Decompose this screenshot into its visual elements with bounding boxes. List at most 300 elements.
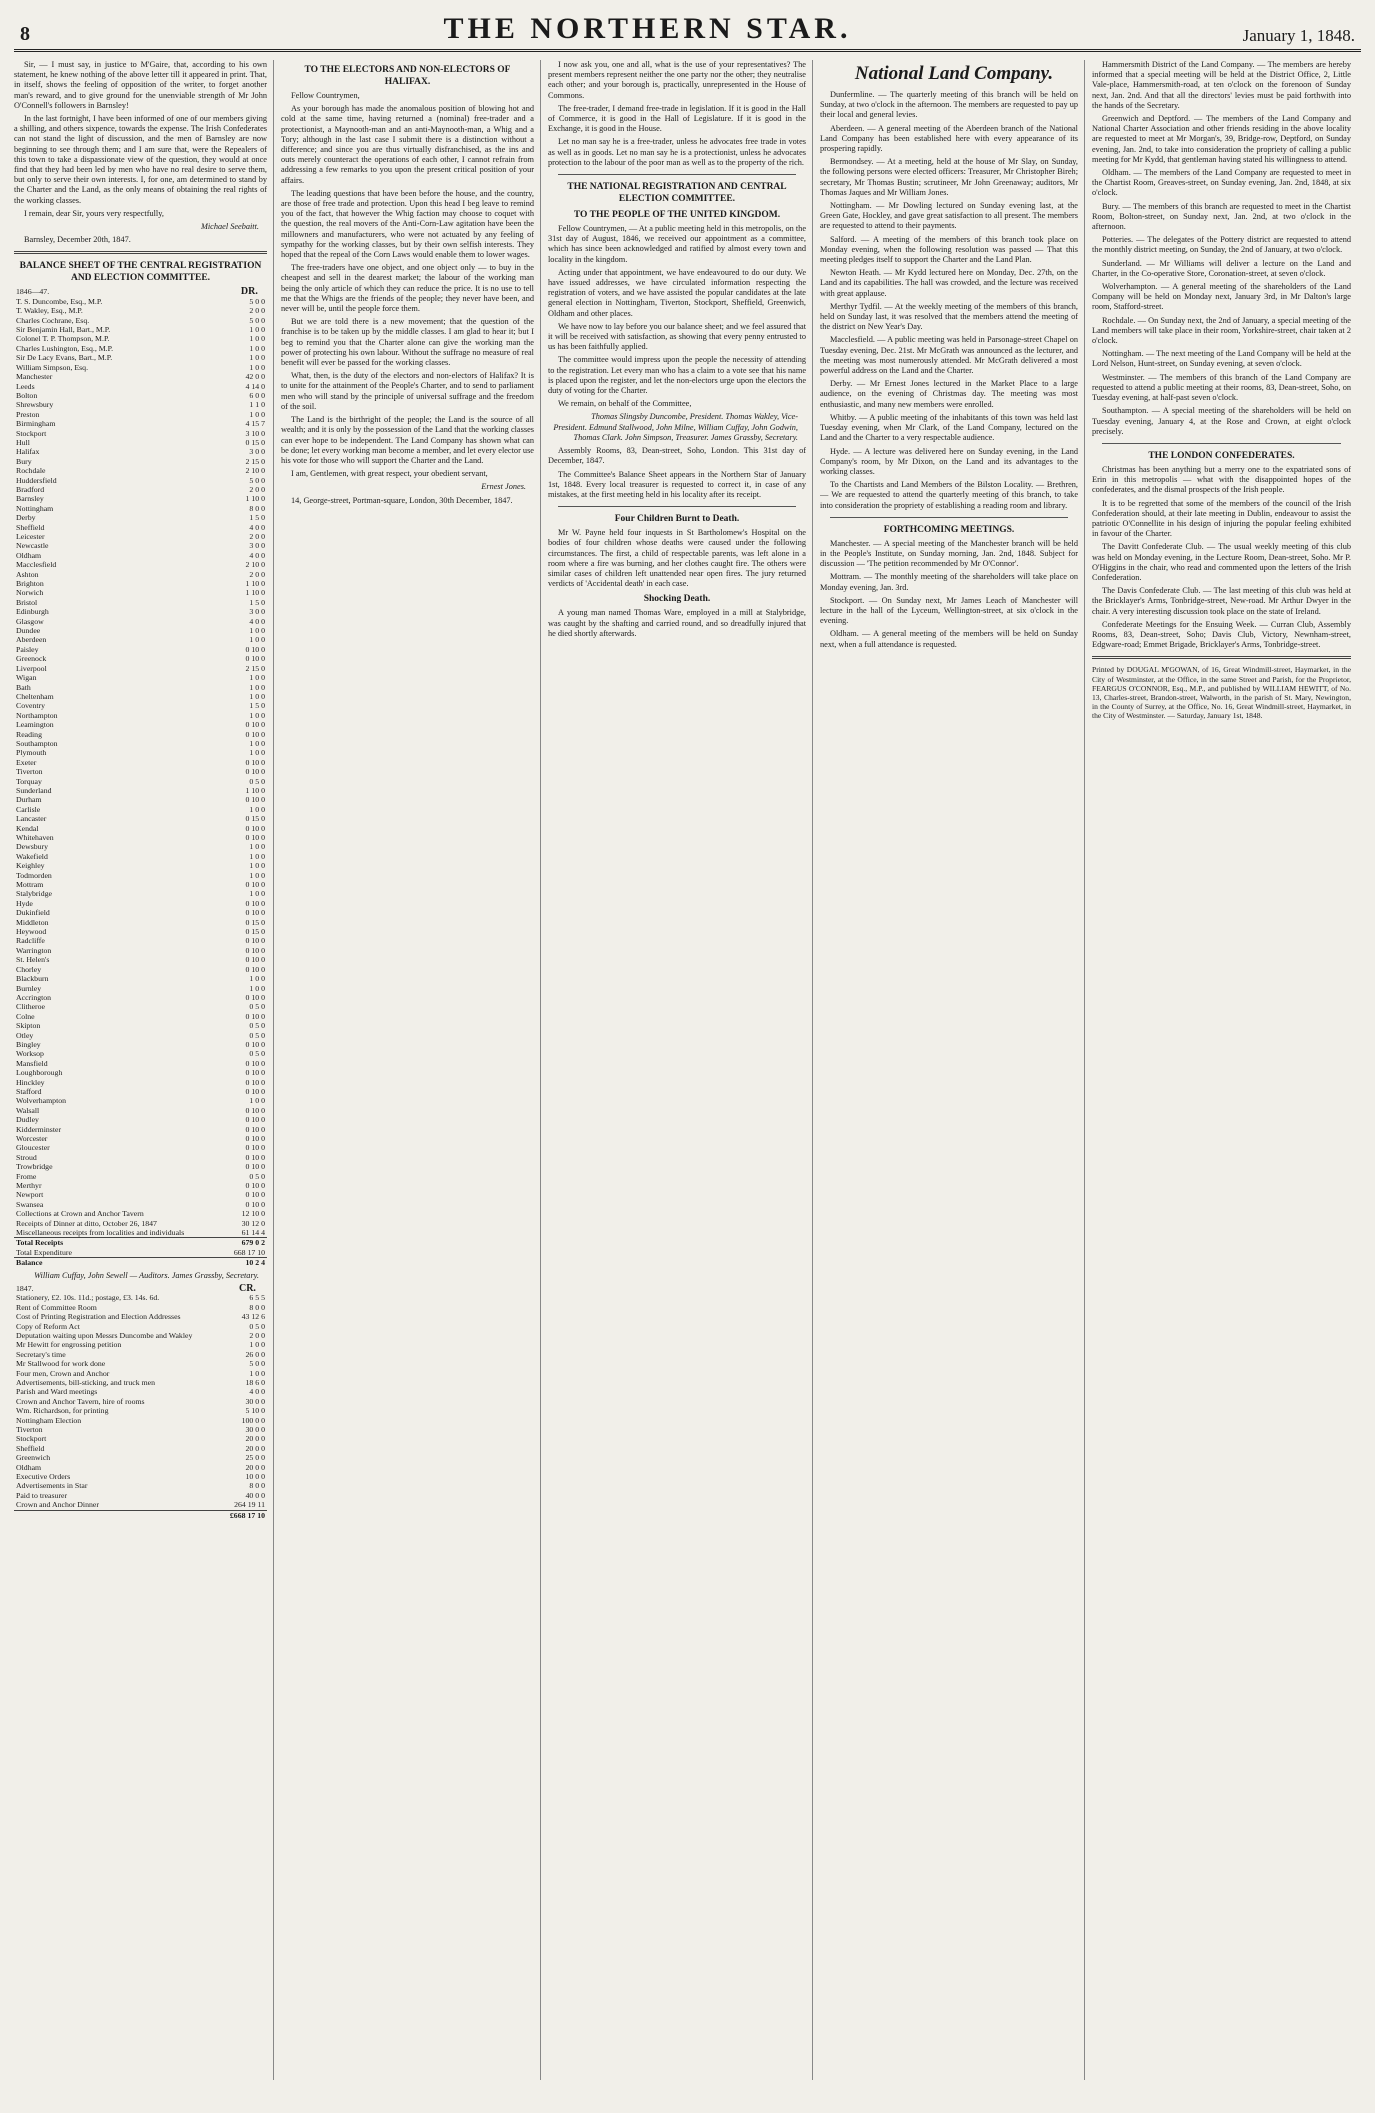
branch-report: Nottingham. — Mr Dowling lectured on Sunday evening last, at the Green Gate, Hockley, and gave great satisfaction to all present. The members are requested to attend to their payments. [820,201,1078,231]
dr-row-amount: 1 0 0 [249,710,265,720]
dr-row-amount: 0 10 0 [245,992,265,1002]
dr-row-amount: 6 0 0 [249,390,265,400]
dr-row-amount: 0 10 0 [245,1199,265,1209]
dr-row-label: Dukinfield [16,908,50,918]
dr-row [14,325,267,334]
dr-label: DR. [240,286,258,298]
dr-row [14,673,267,682]
dr-row [14,297,267,306]
dr-row-amount: 0 10 0 [245,644,265,654]
halifax-paragraph: As your borough has made the anomalous position of blowing hot and cold at the same time, having returned a (nominal) free-trader and a protectionist, a Maynooth-man and an anti-Maynooth-man, a Whig and a Tory; although in the last case I submit there is a distinction without a difference; and since you are thus virtually disfranchised, as the ins and outs merely counteract the operations of each other, I cannot refrain from addressing a few remarks to you upon the present critical position of your affairs. [281,104,534,185]
mill-report: A young man named Thomas Ware, employed in a mill at Stalybridge, was caught by the shafting and carried round, and so dreadfully injured that he died shortly afterwards. [548,608,806,638]
dr-row [14,889,267,898]
dr-row-label: Barnsley [16,494,44,504]
dr-row-amount: 2 15 0 [245,456,265,466]
dr-row [14,974,267,983]
branch-report: Whitby. — A public meeting of the inhabitants of this town was held last Tuesday evening, when Mr Clark, of the Land Company, lectured on the Land and the Charter to a very respectable audience. [820,412,1078,443]
dr-row-amount: 1 0 0 [249,673,265,683]
dr-row [14,683,267,692]
committee-paragraph: The committee would impress upon the people the necessity of attending to the registration. Let every man who has a claim to a vote see that his name is placed upon the register, and let the non-electors urge upon the electors the duty of voting for the Charter. [548,355,806,396]
dr-row [14,447,267,456]
dr-row-label: Halifax [16,447,40,457]
halifax-paragraph: The Land is the birthright of the people; the Land is the source of all wealth; and it is only by the possession of the Land that the working classes can ever hope to be independent. The Land Company has shown what can be done; let every working man become a member, and let every elector use his vote for those who will support the Charter and the Land. [281,415,534,465]
dr-row-amount: 1 0 0 [249,842,265,852]
dr-row-amount: 0 10 0 [245,729,265,739]
dr-row-amount: 0 10 0 [245,767,265,777]
dr-row [14,476,267,485]
branch-notice: Wolverhampton. — A general meeting of the shareholders of the Land Company will be held on Monday next, January 3rd, in Mr Dalton's large room, Stafford-street. [1092,282,1351,312]
committee-paragraph: We have now to lay before you our balance sheet; and we feel assured that it will be received with satisfaction, as showing that every penny entrusted to us has been faithfully applied. [548,321,806,352]
cr-row-label: Cost of Printing Registration and Election Addresses [16,1312,181,1322]
cr-row-amount: 25 0 0 [245,1453,265,1463]
dr-row-amount: 1 0 0 [249,870,265,880]
dr-row-label: Wolverhampton [16,1096,67,1106]
branch-notice: Oldham. — The members of the Land Company are requested to meet in the Chartist Room, Greaves-street, on Sunday evening, Jan. 2nd, 1848, at six o'clock. [1092,168,1351,198]
confederates-heading: THE LONDON CONFEDERATES. [1148,450,1295,461]
cr-row [14,1500,267,1510]
branch-report: Bermondsey. — At a meeting, held at the house of Mr Slay, on Sunday, the following persons were elected officers: Treasurer, Mr Christopher Bireh; secretary, Mr Thomas Bustin; scrutineer, Mr John Greenaway; auditors, Mr Thomas Jaques and Mr William Jones. [820,157,1078,197]
forthcoming-item: Manchester. — A special meeting of the Manchester branch will be held in the People's Institute, on Sunday morning, Jan. 2nd, 1848. Subject for discussion — 'The petition recommended by Mr O'Connor'. [820,538,1078,569]
dr-row-label: Birmingham [16,419,56,429]
halifax-heading: TO THE ELECTORS AND NON-ELECTORS OF HALIFAX. [304,65,511,87]
dr-row-amount: 1 0 0 [249,334,265,344]
cr-row-amount: 5 0 0 [249,1359,265,1369]
dr-row-label: Edinburgh [16,607,49,617]
dr-row [14,541,267,550]
cr-row-label: Deputation waiting upon Messrs Duncombe and Wakley [16,1330,193,1340]
dr-row-label: Whitehaven [16,833,54,843]
dr-row-label: Radcliffe [16,936,45,946]
forthcoming-item: Stockport. — On Sunday next, Mr James Leach of Manchester will lecture in the hall of the Lyceum, Wellington-street, at six o'clock in the evening. [820,595,1078,626]
dr-row-amount: 0 10 0 [245,720,265,730]
dr-row [14,918,267,927]
dr-row [14,692,267,701]
dr-row [14,1031,267,1040]
dr-row-amount: 1 0 0 [249,353,265,363]
dr-row [14,429,267,438]
dr-row-amount: 1 0 0 [249,1096,265,1106]
dr-row [14,1049,267,1058]
dr-row-label: Reading [16,729,42,739]
dr-row-amount: 0 10 0 [245,945,265,955]
divider [558,174,796,175]
dr-row-amount: 1 0 0 [249,409,265,419]
dr-row-label: Sheffield [16,522,45,532]
cr-row [14,1472,267,1481]
dr-row [14,1134,267,1143]
dr-row-label: Glasgow [16,616,44,626]
dr-misc: 61 14 4 [241,1228,265,1238]
cr-row-label: Advertisements in Star [16,1481,88,1491]
dr-row [14,353,267,362]
dr-row-label: Lancaster [16,814,47,824]
dr-row-label: Sunderland [16,785,52,795]
committee-address [548,224,806,409]
cr-row [14,1322,267,1331]
dr-row-label: Coventry [16,701,46,711]
dr-row-label: Wigan [16,673,37,683]
dr-row-label: Bristol [16,597,38,607]
cr-row-amount: 10 0 0 [245,1472,265,1482]
dr-row-label: Stroud [16,1152,37,1162]
dr-balance: 10 2 4 [232,1258,267,1268]
column-3 [548,60,813,2080]
dr-row-amount: 5 0 0 [249,296,265,306]
dr-row [14,767,267,776]
mill-heading: Shocking Death. [643,594,711,605]
dr-balance-label: Balance [14,1258,232,1268]
dr-row-amount: 1 0 0 [249,804,265,814]
dr-row-amount: 1 0 0 [249,983,265,993]
dr-row-amount: 8 0 0 [249,503,265,513]
dr-row [14,814,267,823]
dr-row-label: Todmorden [16,870,52,880]
dr-row-label: Blackburn [16,974,49,984]
committee-subheading: TO THE PEOPLE OF THE UNITED KINGDOM. [573,210,781,221]
dr-row-amount: 0 10 0 [245,1068,265,1078]
dr-row [14,1059,267,1068]
dr-row-label: Mansfield [16,1058,48,1068]
confederates-paragraph: Confederate Meetings for the Ensuing Week. — Curran Club, Assembly Rooms, 83, Dean-street, Soho; Davis Club, Victory, Newnham-street, Edgware-road; Emmet Brigade, Bricklayer's Arms, Tonbridge-street. [1092,619,1351,650]
cr-row [14,1331,267,1340]
dr-row-amount: 0 10 0 [245,1115,265,1125]
dr-row-amount: 0 5 0 [249,1171,265,1181]
branch-notice: Nottingham. — The next meeting of the Land Company will be held at the Lord Nelson, Hunt-street, on Sunday evening, at seven o'clock. [1092,349,1351,369]
dr-row-amount: 0 10 0 [245,1143,265,1153]
auditors: William Cuffay, John Sewell — Auditors. James Grassby, Secretary. [34,1270,259,1280]
inquest-report: Mr W. Payne held four inquests in St Bartholomew's Hospital on the bodies of four children whose deaths were caused under the following circumstances. The first, a child of respectable parents, was left alone in a room where a fire was burning, and her clothes caught fire. The others were similar cases of children left unattended near open fires. The jury returned verdicts of 'Accidental death' in each case. [548,528,806,589]
dr-row-amount: 4 15 7 [245,419,265,429]
dr-row [14,861,267,870]
letter-paragraph: Sir, — I must say, in justice to M'Gaire, that, according to his own statement, he knew nothing of the above letter till it appeared in print. That, in itself, shows the feeling of opposition of the writer, to forget another man's reward, and to give ground for the unenviable strength of Mr John O'Connell's followers in Barnsley! [14,60,267,110]
dr-total: 679 0 2 [232,1238,267,1248]
dr-row [14,805,267,814]
dr-row-amount: 0 15 0 [245,437,265,447]
dr-row-amount: 4 14 0 [245,381,265,391]
cr-row-label: Parish and Ward meetings [16,1387,98,1397]
dr-row [14,570,267,579]
issue-date: January 1, 1848. [1242,26,1355,45]
cr-row-label: Nottingham Election [16,1415,82,1425]
dr-row [14,701,267,710]
cr-row [14,1350,267,1359]
dr-row-label: Dewsbury [16,842,49,852]
dr-row-label: Bath [16,682,31,692]
dr-row [14,927,267,936]
dr-row [14,1012,267,1021]
dr-row [14,936,267,945]
dr-row-amount: 1 0 0 [249,626,265,636]
dr-row-amount: 5 0 0 [249,315,265,325]
dr-row-label: Durham [16,795,42,805]
dr-row [14,457,267,466]
dr-row-amount: 0 10 0 [245,880,265,890]
dr-row-amount: 1 5 0 [249,513,265,523]
dr-row-amount: 0 10 0 [245,1162,265,1172]
dr-row-amount: 0 10 0 [245,1152,265,1162]
halifax-paragraph: Let no man say he is a free-trader, unless he advocates free trade in votes as well as in goods. Let no man say he is a protectionist, unless he advocates protection to the labour of the poor man as well as to the property of the rich. [548,137,806,167]
cr-row-amount: 20 0 0 [245,1443,265,1453]
dr-row-amount: 1 0 0 [249,682,265,692]
cr-row-amount: 20 0 0 [245,1462,265,1472]
dr-row-label: Trowbridge [16,1162,53,1172]
dr-row-label: Stalybridge [16,889,52,899]
branch-report: Macclesfield. — A public meeting was held in Parsonage-street Chapel on Tuesday evening, Dec. 21st. Mr McGrath was announced as the lecturer, and the meeting was most numerously attended. Mr McGrath delivered a most powerful address on the Land and the Charter. [820,335,1078,376]
dr-row-amount: 0 10 0 [245,833,265,843]
dr-row [14,984,267,993]
dr-row [14,786,267,795]
halifax-signature: Ernest Jones. [481,482,526,492]
dr-expend-label: Total Expenditure [16,1247,72,1257]
committee-paragraph: We remain, on behalf of the Committee, [558,399,692,409]
dr-row-label: Walsall [16,1105,40,1115]
forthcoming-heading: FORTHCOMING MEETINGS. [883,524,1015,535]
dr-row-amount: 0 10 0 [245,936,265,946]
dr-row-amount: 0 10 0 [245,908,265,918]
dr-row [14,965,267,974]
cr-row-amount: 8 0 0 [249,1481,265,1491]
halifax-paragraph: I now ask you, one and all, what is the use of your representatives? The present members represent neither the one party nor the other; they neutralise each other; and your borough is, practically, unrepresented in the House of Commons. [548,60,806,100]
dr-ledger [14,287,267,1267]
dr-row [14,523,267,532]
halifax-paragraph: What, then, is the duty of the electors and non-electors of Halifax? It is to unite for the attainment of the People's Charter, and to send to parliament men who will stand by the principle of universal suffrage and the freedom of the soil. [281,371,534,411]
cr-period: 1847. [16,1283,34,1293]
dr-row-label: Derby [16,513,36,523]
dr-row [14,372,267,381]
cr-row-label: Stockport [16,1434,47,1444]
dr-row-amount: 4 0 0 [249,522,265,532]
dr-row-label: Chorley [16,964,42,974]
cr-row-label: Tiverton [16,1425,43,1434]
dr-row-amount: 1 10 0 [245,494,265,504]
dr-row [14,946,267,955]
halifax-paragraph: The leading questions that have been before the house, and the country, are those of free trade and protection. Upon this head I beg leave to remind you of the fact, that however the Whig faction may choose to coquet with the question, the real movers of the Anti-Corn-Law agitation have been the millowners and manufacturers, who were not actuated by any feeling of sympathy for the working classes, but by their own selfish interests. They hoped that the repeal of the Corn Laws would enable them to lower wages. [281,188,534,260]
dr-row [14,955,267,964]
dr-row [14,1021,267,1030]
dr-row-label: Wakefield [16,851,48,861]
dr-row [14,1068,267,1077]
cr-row [14,1444,267,1453]
dr-row-label: Paisley [16,644,39,654]
land-company-heading: National Land Company. [854,63,1054,84]
cr-row [14,1453,267,1462]
cr-label: CR. [238,1282,256,1294]
dr-row-amount: 0 10 0 [245,955,265,965]
dr-row-label: Keighley [16,861,45,871]
cr-row-amount: 2 0 0 [249,1330,265,1340]
committee-signatures: Thomas Slingsby Duncombe, President. Thomas Wakley, Vice-President. Edmund Stallwood, John Milne, William Cuffay, John Godwin, Thomas Clark. John Simpson, Treasurer. James Grassby, Secretary. [553,412,798,442]
cr-row [14,1359,267,1368]
columns [14,60,1361,2080]
dr-row-label: Loughborough [16,1068,63,1078]
dr-row [14,899,267,908]
dr-row-amount: 0 10 0 [245,1181,265,1191]
column-4 [820,60,1085,2080]
dr-row-label: Sir Benjamin Hall, Bart., M.P. [16,325,111,335]
newspaper-title: THE NORTHERN STAR. [443,12,852,45]
halifax-address-continued [548,60,806,168]
dr-row-amount: 1 1 0 [249,400,265,410]
dr-row [14,1162,267,1171]
dr-row-amount: 0 5 0 [249,1002,265,1012]
cr-row [14,1397,267,1406]
cr-row-amount: 5 10 0 [245,1406,265,1416]
dr-row-label: Otley [16,1030,34,1040]
dr-row [14,363,267,372]
dr-row [14,711,267,720]
dr-row-label: Dudley [16,1115,39,1125]
dr-row [14,560,267,569]
dr-row-amount: 4 0 0 [249,616,265,626]
dr-row-amount: 0 10 0 [245,1190,265,1200]
dr-subtotal: 12 10 0 [241,1209,265,1219]
dr-row-label: Dundee [16,626,41,636]
dr-row [14,494,267,503]
dr-row-label: Worcester [16,1134,48,1144]
dr-row [14,419,267,428]
cr-row [14,1312,267,1321]
dr-row [14,795,267,804]
dr-row [14,598,267,607]
cr-row [14,1378,267,1387]
dr-row-label: Liverpool [16,663,47,673]
committee-paragraph: Fellow Countrymen, — At a public meeting held in this metropolis, on the 31st day of August, 1846, we received our appointment as a committee, which has since been acknowledged and ratified by almost every town and locality in the kingdom. [548,224,806,264]
dr-row [14,1087,267,1096]
cr-row-label: Crown and Anchor Dinner [16,1500,99,1510]
cr-row [14,1481,267,1490]
cr-row-label: Paid to treasurer [16,1490,68,1500]
cr-row [14,1406,267,1415]
cr-row-label: Four men, Crown and Anchor [16,1368,110,1378]
dr-row-label: Leamington [16,720,54,730]
dr-subtotal-label: Collections at Crown and Anchor Tavern [16,1209,144,1219]
dr-row-amount: 0 10 0 [245,964,265,974]
cr-row-label: Oldham [16,1462,42,1472]
cr-row-label: Wm. Richardson, for printing [16,1406,109,1416]
dr-row-label: Accrington [16,992,52,1002]
letter-paragraph: In the last fortnight, I have been informed of one of our members giving a shilling, and others sixpence, towards the expense. The Irish Confederates can not stand the light of discussion, and the men of Barnsley are now beginning to see through them; and I am sure that, were the Repealers of this town to take a dispassionate view of the question, they would at once find that they had been led by men who have no real desire to serve them, but only to serve their own interests. I, for one, am determined to stand by the Charter and the Land, as the only means of obtaining the real rights of the working classes. [14,114,267,205]
halifax-sig-date: 14, George-street, Portman-square, London, 30th December, 1847. [291,495,513,505]
dr-row [14,871,267,880]
dr-row-amount: 0 10 0 [245,1134,265,1144]
dr-row [14,485,267,494]
dr-row [14,758,267,767]
dr-row-label: Exeter [16,757,37,767]
dr-total-label: Total Receipts [14,1238,232,1248]
committee-address-line: Assembly Rooms, 83, Dean-street, Soho, London. This 31st day of December, 1847. [548,446,806,466]
cr-row [14,1434,267,1443]
dr-row-amount: 0 5 0 [249,1030,265,1040]
dr-row [14,645,267,654]
dr-row [14,908,267,917]
dr-row-label: Leeds [16,381,35,391]
dr-row-amount: 0 10 0 [245,1105,265,1115]
dr-row-amount: 1 0 0 [249,691,265,701]
committee-heading: THE NATIONAL REGISTRATION AND CENTRAL ELECTION COMMITTEE. [567,182,787,205]
confederates-paragraph: The Davis Confederate Club. — The last meeting of this club was held at the Bricklayer's Arms, Tonbridge-street, New-road. Mr Arthur Dwyer in the chair. A very interesting discussion took place on the state of Ireland. [1092,586,1351,616]
dr-row [14,316,267,325]
cr-row-label: Stationery, £2. 10s. 11d.; postage, £3. 14s. 6d. [16,1293,160,1303]
dr-row-label: Charles Lushington, Esq., M.P. [16,343,114,353]
dr-row-amount: 0 10 0 [245,823,265,833]
dr-row-label: Bingley [16,1039,41,1049]
cr-row [14,1340,267,1349]
cr-total: £668 17 10 [229,1510,265,1520]
branch-report: Merthyr Tydfil. — At the weekly meeting of the members of this branch, held on Sunday last, it was resolved that the members attend the meeting of the district on New Year's Day. [820,301,1078,332]
dr-row-label: Mottram [16,880,44,890]
cr-row-label: Secretary's time [16,1349,66,1359]
branch-report: Newton Heath. — Mr Kydd lectured here on Monday, Dec. 27th, on the Land and its capabilities. The hall was crowded, and the lecture was received with great applause. [820,268,1078,298]
dr-row-amount: 0 10 0 [245,1124,265,1134]
committee-note: The Committee's Balance Sheet appears in the Northern Star of January 1st, 1848. Every local treasurer is requested to correct it, in case of any mistakes, at the first meeting held in his locality after its receipt. [548,469,806,499]
dr-row [14,532,267,541]
inquest-heading: Four Children Burnt to Death. [614,514,740,525]
dr-expend: 668 17 10 [233,1247,265,1257]
branch-notice: Sunderland. — Mr Williams will deliver a lecture on the Land and Charter, in the Co-operative Store, Coronation-street, at seven o'clock. [1092,258,1351,278]
dr-row-label: Frome [16,1171,37,1181]
dr-row-amount: 2 10 0 [245,560,265,570]
dr-row-label: Shrewsbury [16,400,54,410]
dr-row [14,1181,267,1190]
cr-row-amount: 1 0 0 [249,1368,265,1378]
dr-row [14,993,267,1002]
branch-report: Derby. — Mr Ernest Jones lectured in the Market Place to a large audience, on the evening of Christmas day. The meeting was most enthusiastic, and many new members were enrolled. [820,379,1078,409]
dr-row-label: Swansea [16,1199,44,1209]
branch-notice: Greenwich and Deptford. — The members of the Land Company and National Charter Association and other friends residing in the above locality are requested to meet at Mr Morgan's, 39, Bridge-row, Deptford, on Sunday evening, Jan. 2nd, to take into consideration the propriety of calling a public meeting for Mr Kydd, that gentleman having stated his willingness to attend. [1092,114,1351,164]
branch-notices [1092,60,1351,437]
branch-notice: Hammersmith District of the Land Company. — The members are hereby informed that a special meeting will be held at the District Office, 2, Little Vale-place, Hammersmith-road, at ten o'clock on the forenoon of Sunday next, Jan. 2nd. And that all the directors' levies must be paid forthwith into the hands of the Secretary. [1092,60,1351,110]
dr-row-amount: 0 5 0 [249,776,265,786]
dr-row [14,306,267,315]
dr-row-amount: 2 15 0 [245,663,265,673]
forthcoming-meetings [820,539,1078,650]
dr-row-amount: 0 10 0 [245,795,265,805]
cr-row-amount: 43 12 6 [241,1312,265,1322]
dr-row-label: Clitheroe [16,1002,46,1012]
dr-dinner: 30 12 0 [241,1218,265,1228]
cr-row [14,1491,267,1500]
committee-paragraph: Acting under that appointment, we have endeavoured to do our duty. We have issued addresses, we have circulated information respecting the registration of voters, and we have assisted the popular candidates at the late general election in Nottingham, Tiverton, Stockport, Sheffield, Greenwich, Oldham and other places. [548,267,806,318]
dr-row-label: Colne [16,1011,35,1021]
cr-row [14,1416,267,1425]
dr-row-label: Worksop [16,1049,44,1059]
dr-row-amount: 3 10 0 [245,428,265,438]
dr-row-label: St. Helen's [16,955,50,965]
letter-date: Barnsley, December 20th, 1847. [24,235,131,245]
cr-row-amount: 264 19 11 [234,1500,265,1510]
confederates-paragraph: Christmas has been anything but a merry one to the expatriated sons of Erin in this metropolis — what with the disappointed hopes of the confederates, and the dismal prospects of the Irish people. [1092,464,1351,495]
column-5 [1092,60,1357,2080]
dr-row [14,588,267,597]
dr-dinner-label: Receipts of Dinner at ditto, October 26, 1847 [16,1218,157,1228]
cr-row [14,1369,267,1378]
printer-imprint: Printed by DOUGAL M'GOWAN, of 16, Great Windmill-street, Haymarket, in the City of Westminster, at the Office, in the same Street and Parish, for the Proprietor, FEARGUS O'CONNOR, Esq., M.P., and published by WILLIAM HEWITT, of No. 13, Charles-street, Brandon-street, Walworth, in the parish of St. Mary, Newington, in the County of Surrey, at the Office, No. 16, Great Windmill-street, Haymarket, in the City of Westminster. — Saturday, January 1st, 1848. [1092,665,1351,721]
dr-row-label: Leicester [16,532,45,542]
dr-row-label: Macclesfield [16,560,57,570]
dr-row-label: Newcastle [16,541,49,551]
dr-row [14,579,267,588]
dr-row-label: Gloucester [16,1143,50,1153]
dr-row-amount: 0 15 0 [245,917,265,927]
dr-row-label: Kidderminster [16,1124,62,1134]
cr-row-amount: 20 0 0 [245,1434,265,1444]
dr-row-label: Merthyr [16,1181,42,1191]
dr-row-label: Bolton [16,390,38,400]
branch-report: Hyde. — A lecture was delivered here on Sunday evening, in the Land Company's room, by Mr Dixon, on the Land and its advantages to the working classes. [820,446,1078,476]
dr-row-amount: 0 5 0 [249,1049,265,1059]
dr-row [14,777,267,786]
dr-row [14,438,267,447]
